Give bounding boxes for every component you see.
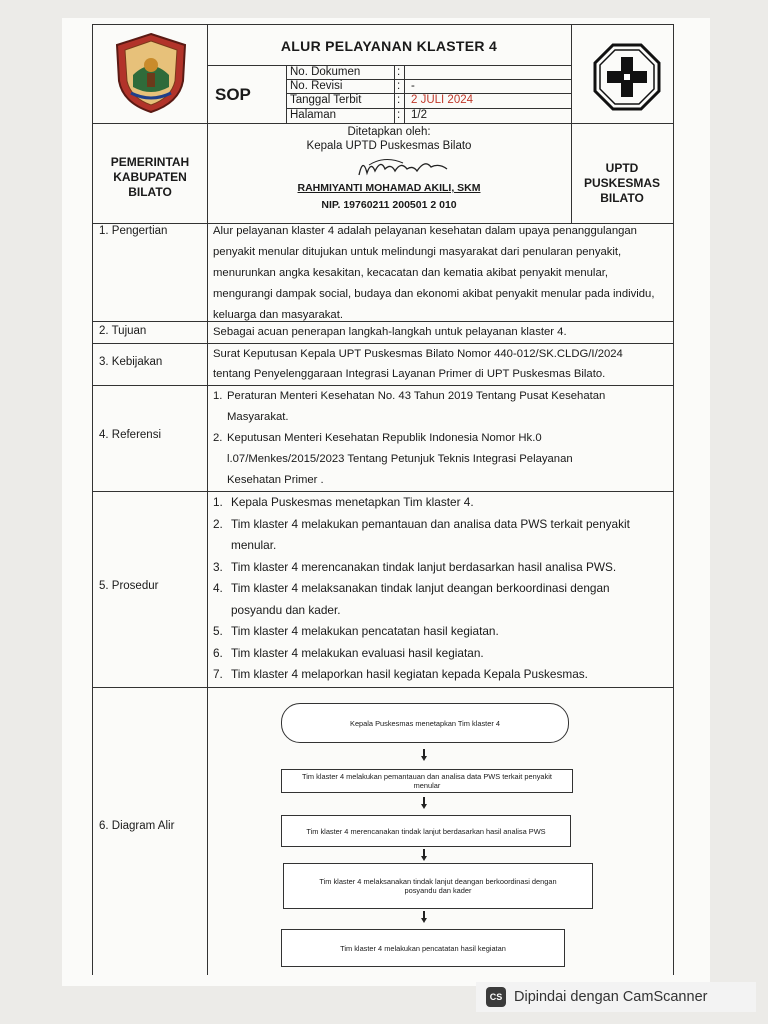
prosedur-step-number: 6.	[213, 645, 223, 660]
prosedur-step-number: 2.	[213, 516, 223, 531]
meta-sep: :	[397, 94, 401, 106]
prosedur-list	[213, 492, 669, 686]
referensi-line: Masyarakat.	[227, 411, 289, 423]
camscanner-logo-icon: CS	[486, 987, 506, 1007]
approver-name: RAHMIYANTI MOHAMAD AKILI, SKM	[297, 182, 481, 194]
flow-step: Tim klaster 4 melaksanakan tindak lanjut deangan berkoordinasi dengan posyandu dan kader	[283, 863, 593, 909]
referensi-item	[213, 428, 669, 491]
referensi-item-number: 2.	[213, 432, 223, 444]
prosedur-step-number: 3.	[213, 559, 223, 574]
section-label-pengertian: 1. Pengertian	[99, 225, 168, 237]
title-divider	[207, 65, 571, 66]
pengertian-line: mengurangi dampak social, budaya dan ekonomi akibat penyakit menular pada individu,	[213, 288, 655, 300]
pengertian-line: menurunkan angka kesakitan, kecacatan dan kematia akibat penyakit menular,	[213, 267, 609, 279]
prosedur-step	[213, 643, 669, 665]
referensi-item-number: 1.	[213, 390, 223, 402]
meta-sep: :	[397, 80, 401, 92]
section-label-kebijakan: 3. Kebijakan	[99, 356, 163, 368]
meta-label-no-dokumen: No. Dokumen	[290, 66, 361, 78]
prosedur-line: Tim klaster 4 merencanakan tindak lanjut berdasarkan hasil analisa PWS.	[231, 559, 617, 574]
sop-label: SOP	[215, 85, 251, 104]
section-label-diagram-alir: 6. Diagram Alir	[99, 820, 175, 832]
signature-icon	[355, 153, 455, 181]
prosedur-line: Tim klaster 4 melaporkan hasil kegiatan kepada Kepala Puskesmas.	[231, 667, 588, 681]
tujuan-text: Sebagai acuan penerapan langkah-langkah untuk pelayanan klaster 4.	[213, 326, 567, 338]
flow-step: Tim klaster 4 melakukan pemantauan dan analisa data PWS terkait penyakit menular	[281, 769, 573, 793]
kabupaten-crest-icon	[111, 31, 191, 115]
prosedur-line: Tim klaster 4 melakukan pencatatan hasil kegiatan.	[231, 624, 499, 638]
pengertian-text	[213, 221, 667, 326]
referensi-line: Peraturan Menteri Kesehatan No. 43 Tahun 2019 Tentang Pusat Kesehatan	[227, 390, 606, 402]
meta-value-border	[404, 65, 405, 123]
prosedur-line: Tim klaster 4 melaksanakan tindak lanjut deangan berkoordinasi dengan	[231, 581, 610, 595]
prosedur-line: menular.	[231, 538, 277, 552]
meta-sep: :	[397, 66, 401, 78]
prosedur-step	[213, 621, 669, 643]
document-title: ALUR PELAYANAN KLASTER 4	[280, 38, 498, 54]
row-divider	[93, 687, 673, 688]
prosedur-step	[213, 557, 669, 579]
referensi-line: Kesehatan Primer .	[227, 474, 324, 486]
meta-sep: :	[397, 109, 401, 121]
section-label-prosedur: 5. Prosedur	[99, 580, 159, 592]
flow-step-start: Kepala Puskesmas menetapkan Tim klaster 4	[281, 703, 569, 743]
prosedur-step-number: 4.	[213, 581, 223, 595]
section-label-referensi: 4. Referensi	[99, 429, 162, 441]
pengertian-line: Alur pelayanan klaster 4 adalah pelayanan kesehatan dalam upaya penanggulangan	[213, 225, 637, 237]
kebijakan-text	[213, 344, 667, 384]
referensi-list	[213, 386, 669, 491]
sop-document	[92, 24, 674, 975]
prosedur-line: Kepala Puskesmas menetapkan Tim klaster 4.	[231, 495, 474, 509]
prosedur-step	[213, 492, 669, 514]
camscanner-text: Dipindai dengan CamScanner	[514, 989, 708, 1005]
meta-left-border	[286, 65, 287, 123]
kebijakan-line: tentang Penyelenggaraan Integrasi Layanan Primer di UPT Puskesmas Bilato.	[213, 368, 606, 380]
prosedur-step	[213, 578, 669, 621]
prosedur-step	[213, 514, 669, 557]
pengertian-line: penyakit menular ditujukan untuk melindungi masyarakat dari penularan penyakit,	[213, 246, 622, 258]
section-label-tujuan: 2. Tujuan	[99, 325, 147, 337]
meta-label-halaman: Halaman	[290, 109, 337, 121]
referensi-item	[213, 386, 669, 428]
meta-label-tanggal-terbit: Tanggal Terbit	[290, 94, 362, 106]
prosedur-line: posyandu dan kader.	[231, 602, 341, 617]
flow-step: Tim klaster 4 merencanakan tindak lanjut berdasarkan hasil analisa PWS	[281, 815, 571, 847]
meta-sep-border	[394, 65, 395, 123]
referensi-line: Keputusan Menteri Kesehatan Republik Indonesia Nomor Hk.0	[227, 432, 542, 444]
flow-step: Tim klaster 4 melakukan pencatatan hasil kegiatan	[281, 929, 565, 967]
pemerintah-kabupaten-label: PEMERINTAH KABUPATEN BILATO	[110, 155, 190, 199]
header-mid-divider	[93, 123, 673, 124]
prosedur-line: Tim klaster 4 melakukan evaluasi hasil kegiatan.	[231, 645, 484, 660]
prosedur-step	[213, 664, 669, 686]
body-column-divider	[207, 223, 208, 975]
kebijakan-line: Surat Keputusan Kepala UPT Puskesmas Bilato Nomor 440-012/SK.CLDG/I/2024	[213, 348, 623, 360]
referensi-line: l.07/Menkes/2015/2023 Tentang Petunjuk Teknis Integrasi Pelayanan	[227, 453, 573, 465]
prosedur-step-number: 5.	[213, 624, 223, 638]
approval-line1: Ditetapkan oleh:	[347, 126, 431, 138]
uptd-puskesmas-label: UPTD PUSKESMAS BILATO	[583, 161, 660, 205]
meta-value-tanggal-terbit: 2 JULI 2024	[411, 94, 474, 106]
meta-label-no-revisi: No. Revisi	[290, 80, 343, 92]
puskesmas-logo-icon	[593, 43, 661, 111]
approver-nip: NIP. 19760211 200501 2 010	[321, 199, 457, 211]
camscanner-watermark	[476, 982, 756, 1012]
prosedur-step-number: 1.	[213, 495, 223, 509]
meta-value-halaman: 1/2	[411, 109, 427, 121]
prosedur-line: Tim klaster 4 melakukan pemantauan dan analisa data PWS terkait penyakit	[231, 516, 630, 531]
meta-value-no-revisi: -	[411, 80, 415, 92]
pengertian-line: keluarga dan masyarakat.	[213, 309, 343, 321]
approval-line2: Kepala UPTD Puskesmas Bilato	[306, 140, 472, 152]
approval-block	[207, 125, 571, 153]
prosedur-step-number: 7.	[213, 667, 223, 681]
